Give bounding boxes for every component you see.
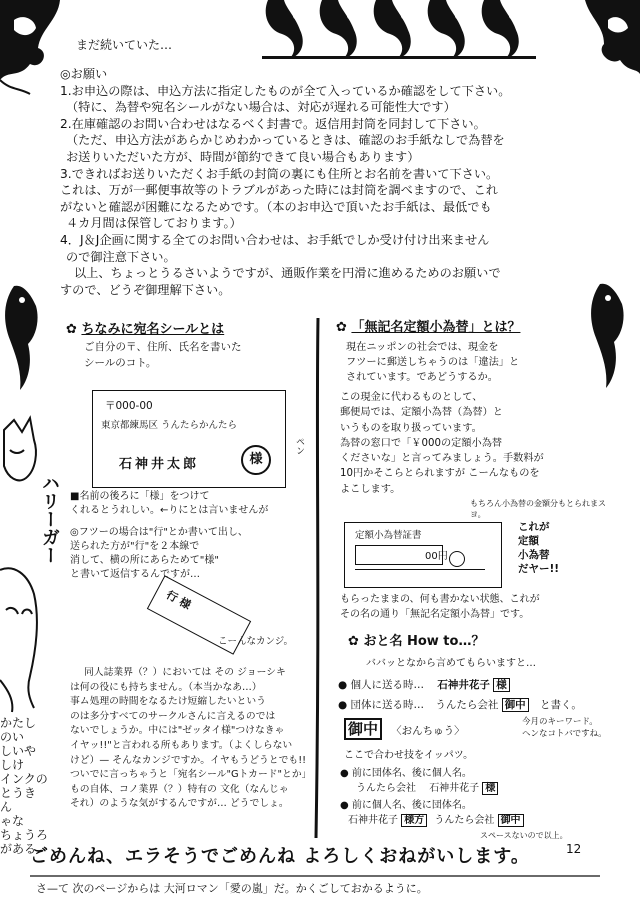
notice-line: これは、万が一郵便事故等のトラブルがあった時には封筒を調べますので、これ <box>60 183 498 198</box>
woman-right-illustration-icon <box>585 0 640 74</box>
right-section-title: ✿ 「無記名定額小為替」とは？ <box>336 320 521 335</box>
notice-line: 4．J＆J企画に関する全てのお問い合わせは、お手紙でしか受け付け出来ません <box>60 232 490 247</box>
cert-amount: 00円 <box>425 551 448 562</box>
notice-line: 2.在庫確認のお問い合わせはなるべく封書で。返信用封筒を同封して下さい。 <box>60 116 486 131</box>
howto-intro: ババッとなから言めてもらいますと… <box>366 658 536 669</box>
envelope-zip: 〒000-00 <box>105 400 153 412</box>
right-p2: この現金に代わるものとして、 郵便局では、定額小為替（為替）と いうものを取り扱っています。 為替の窓口で「￥000の定額小為替 くださいな」と言ってみましょう。手数料が 10円かそこらとられますが こーんなものを よこします。 <box>340 392 544 495</box>
howto-title: ✿ おと名 How to…？ <box>348 634 485 649</box>
flower-icon: ✿ <box>66 322 77 337</box>
left-section-title: ✿ ちなみに宛名シールとは <box>66 322 225 337</box>
notice-line: がないと確認が困難になるためです。（本のお申込で頂いたお手紙は、最低でも <box>60 199 492 214</box>
speech-bubble: これが 定額 小為替 だヤー!! <box>518 521 560 575</box>
cert-title: 定額小為替証書 <box>355 530 422 541</box>
divider-line <box>316 318 318 838</box>
keyword-note: 今月のキーワード。 ヘンなコトバですね。 <box>522 717 607 739</box>
left-note-1: ■名前の後ろに「様」をつけて くれるとうれしい。←りにとは言いませんが <box>70 491 269 516</box>
stamp-note: こーんなカンジ。 <box>218 636 294 647</box>
page-number: 12 <box>566 842 582 856</box>
notice-heading: ◎お願い <box>60 67 108 81</box>
notice-line: ４カ月間は保管しております。） <box>66 216 242 231</box>
envelope-example <box>92 390 304 488</box>
combo-intro: ここで合わせ技をイッパツ。 <box>344 750 474 761</box>
notice-line: 3.できればお送りいただくお手紙の封筒の裏にも住所とお名前を書いて下さい。 <box>60 166 499 181</box>
money-order-certificate <box>344 522 502 588</box>
intro-text: まだ続いていた… <box>76 38 173 52</box>
tilted-card: 行 様 <box>147 575 251 655</box>
left-section-desc: ご自分の〒、住所、氏名を書いた シールのコト。 <box>84 341 242 369</box>
next-page-note: さ—て 次のページからは 大河ロマン「愛の嵐」だ。かくごしておかるように。 <box>36 882 428 895</box>
flower-icon: ✿ <box>348 634 359 649</box>
howto-row-1: ● 個人に送る時… 石神井花子 様 <box>338 678 510 694</box>
vertical-shout: ハリーガー <box>39 474 60 564</box>
combo-2: ● 前に個人名、後に団体名。 石神井花子 様方 うんたら会社 御中 <box>340 798 524 828</box>
notice-block <box>60 66 560 298</box>
character-sketch-icon <box>0 418 37 712</box>
notice-line: すので、どうぞ御理解下さい。 <box>60 282 231 297</box>
left-edge-text: かたし のい しいや しけ インクの とうき ん ゃな ちょうろ がある <box>0 716 49 856</box>
notice-line: お送りいただいた方が、時間が節約できて良い場合もあります） <box>66 149 420 164</box>
notice-line: 以上、ちょっとうるさいようですが、通販作業を円滑に進めるためのお願いで <box>74 266 501 281</box>
fish-right-icon <box>591 284 624 388</box>
notice-line: （ただ、申込方法があらかじめわかっているときは、確認のお手紙なしで為替を <box>66 133 505 148</box>
notice-line: 1.お申込の際は、申込方法に指定したものが全て入っているか確認をして下さい。 <box>60 83 511 98</box>
combo-1: ● 前に団体名、後に個人名。 うんたら会社 石神井花子 様 <box>340 766 498 796</box>
right-p1: 現在ニッポンの社会では、現金を フツーに郵送しちゃうのは「違法」と されています。であどうするか。 <box>346 342 520 383</box>
notice-line: （特に、為替や宛名シールがない場合は、対応が遅れる可能性大です） <box>66 100 456 115</box>
onchu-box: 御中 〈おんちゅう〉 <box>344 718 465 739</box>
envelope-address: 東京都練馬区 うんたらかんたら <box>101 420 238 431</box>
envelope-name: 石神井太郎 <box>119 457 200 472</box>
woman-illustration-icon <box>0 0 60 94</box>
flower-icon: ✿ <box>336 320 347 335</box>
balloon-note: もちろん小為替の金額分もとられまスヨ。 <box>470 499 606 519</box>
space-note: スペースないので以上。 <box>480 831 568 840</box>
fish-left-icon <box>5 286 38 390</box>
closing-line: ごめんね、エラそうでごめんね よろしくおねがいします。 <box>30 846 530 867</box>
bird-border-icon <box>262 0 536 59</box>
doujin-paragraph: 同人誌業界（？）においては その ジョーシキ は何の役にも持ちません。（本当かなあ…） 事ム処理の時間をなるたけ短縮したいという のは多分すべてのサークルさんに言えるのでは ないでしょうか。中には"ゼッタイ様"つけなきゃ イヤッ!!"と言われる所もあります。（よくしらない けど）— そんなカンジですか。イヤもうどうとでも!! ついでに言っちゃうと「宛名シール"Gトカード"とか」 もの自体、コノ業界（？）特有の 文化（なんじゃ それ）のような気がするんですが… どうでしょ。 <box>70 667 312 810</box>
howto-row-2: ● 団体に送る時… うんたら会社 御中 と書く。 <box>338 699 582 711</box>
sama-stamp: 様 <box>241 445 271 475</box>
pen-label: ペン <box>294 437 304 455</box>
right-p3: もらったままの、何も書かない状態、これが その名の通り「無記名定額小為替」です。 <box>340 594 540 620</box>
left-note-2: ◎フツーの場合は"行"とか書いて出し、 送られた方が"行"を２本線で 消して、横の所にあらためて"様" と書いて返信するんですが… <box>70 527 248 580</box>
notice-line: ので御注意下さい。 <box>66 249 176 264</box>
